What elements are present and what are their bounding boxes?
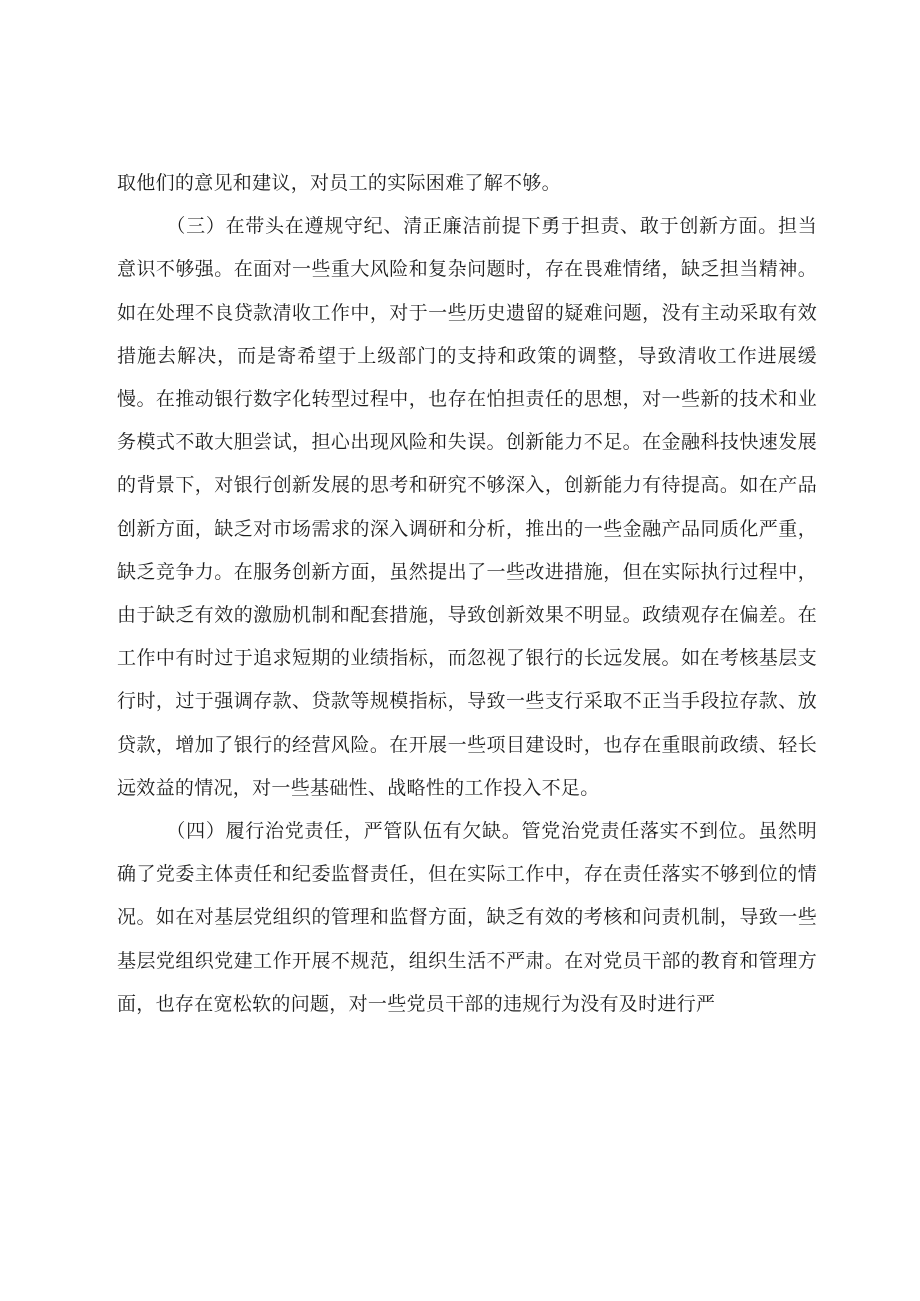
document-body bbox=[117, 162, 817, 1026]
paragraph-section-four: （四）履行治党责任，严管队伍有欠缺。管党治党责任落实不到位。虽然明确了党委主体责任和纪委监督责任，但在实际工作中，存在责任落实不够到位的情况。如在对基层党组织的管理和监督方面，缺乏有效的考核和问责机制，导致一些基层党组织党建工作开展不规范，组织生活不严肃。在对党员干部的教育和管理方面，也存在宽松软的问题，对一些党员干部的违规行为没有及时进行严 bbox=[117, 820, 817, 1015]
paragraph-continuation: 取他们的意见和建议，对员工的实际困难了解不够。 bbox=[117, 172, 561, 194]
paragraph-section-three: （三）在带头在遵规守纪、清正廉洁前提下勇于担责、敢于创新方面。担当意识不够强。在面对一些重大风险和复杂问题时，存在畏难情绪，缺乏担当精神。如在处理不良贷款清收工作中，对于一些历史遗留的疑难问题，没有主动采取有效措施去解决，而是寄希望于上级部门的支持和政策的调整，导致清收工作进展缓慢。在推动银行数字化转型过程中，也存在怕担责任的思想，对一些新的技术和业务模式不敢大胆尝试，担心出现风险和失误。创新能力不足。在金融科技快速发展的背景下，对银行创新发展的思考和研究不够深入，创新能力有待提高。如在产品创新方面，缺乏对市场需求的深入调研和分析，推出的一些金融产品同质化严重，缺乏竞争力。在服务创新方面，虽然提出了一些改进措施，但在实际执行过程中，由于缺乏有效的激励机制和配套措施，导致创新效果不明显。政绩观存在偏差。在工作中有时过于追求短期的业绩指标，而忽视了银行的长远发展。如在考核基层支行时，过于强调存款、贷款等规模指标，导致一些支行采取不正当手段拉存款、放贷款，增加了银行的经营风险。在开展一些项目建设时，也存在重眼前政绩、轻长远效益的情况，对一些基础性、战略性的工作投入不足。 bbox=[117, 215, 817, 799]
